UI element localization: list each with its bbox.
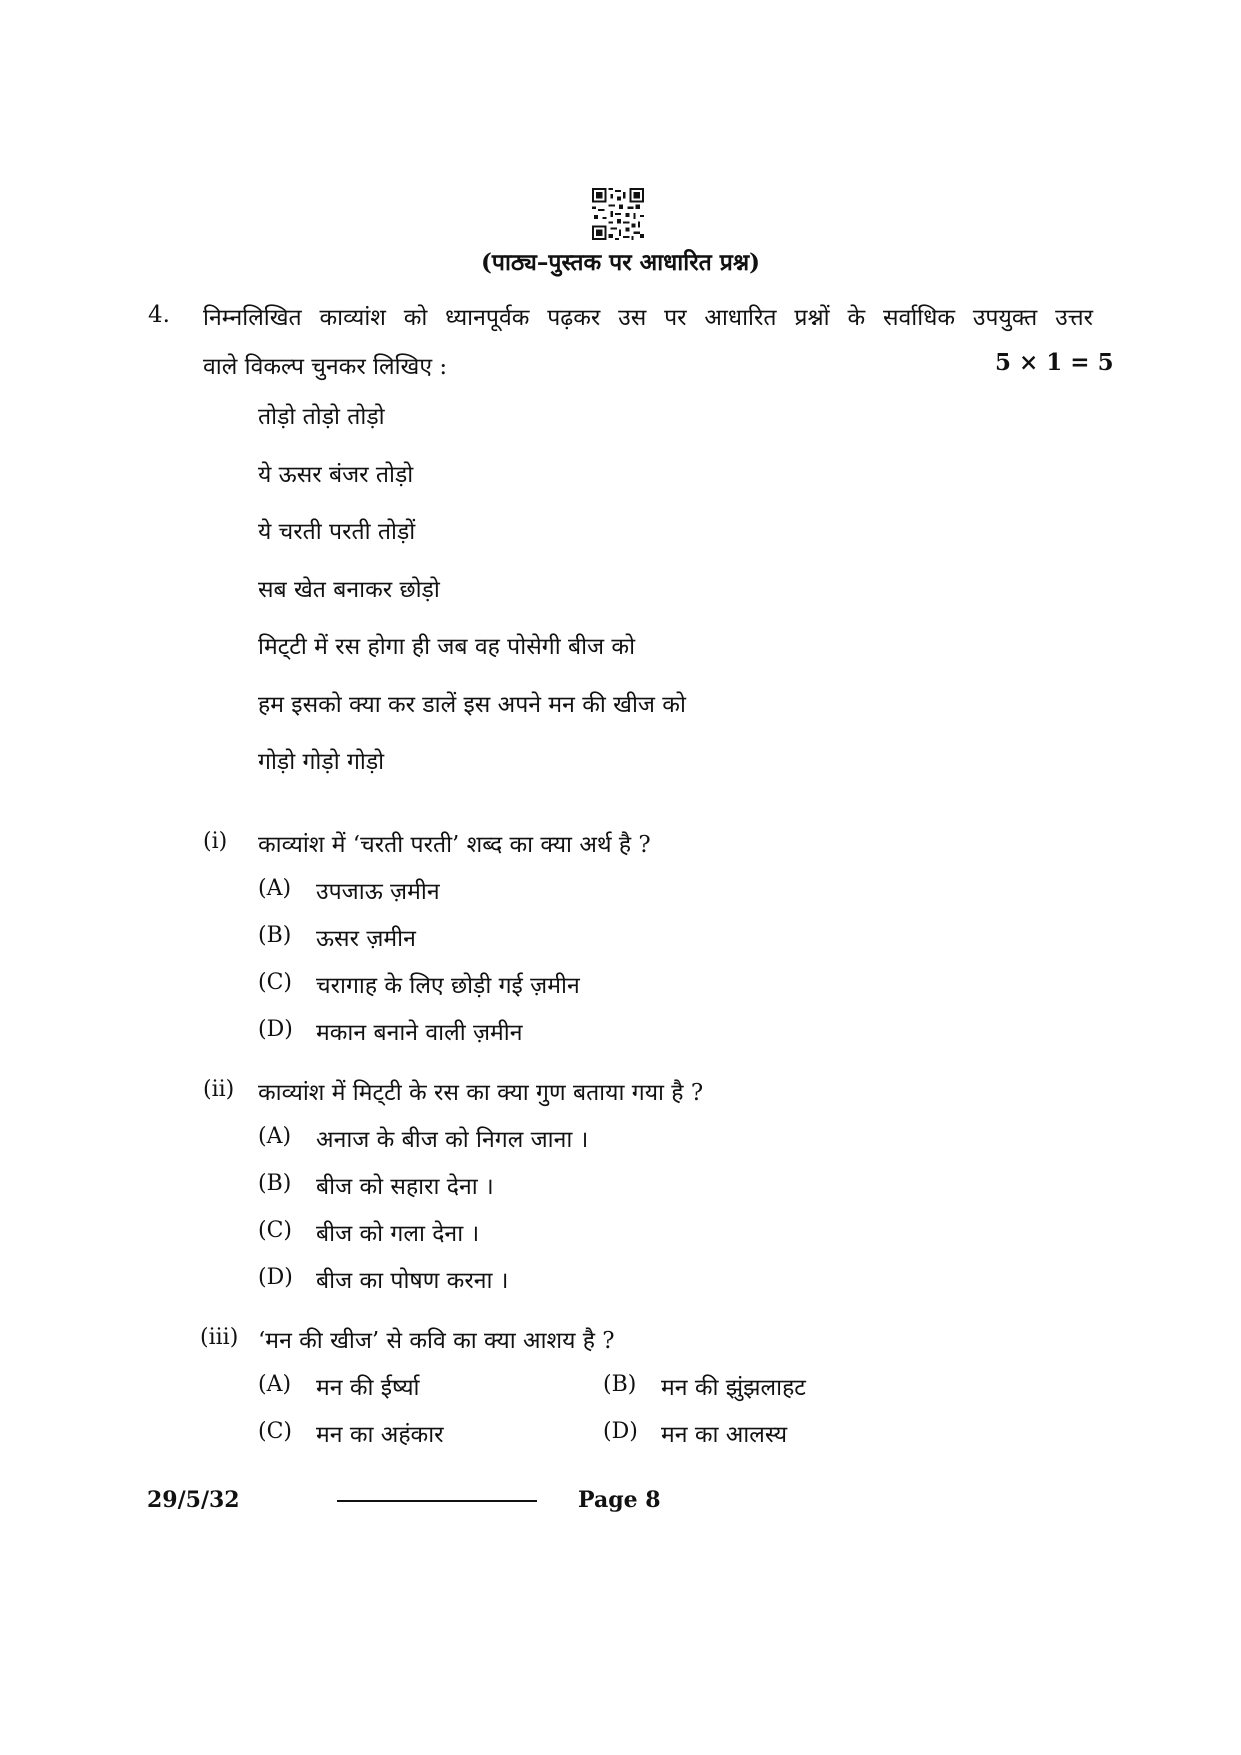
qr-code <box>592 188 644 240</box>
question-number: 4. <box>148 302 170 328</box>
subquestion-3-text: ‘मन की खीज’ से कवि का क्या आशय है ? <box>258 1328 615 1354</box>
subquestion-2-number: (ii) <box>203 1077 235 1102</box>
option-text: ऊसर ज़मीन <box>316 926 416 952</box>
option-text: चरागाह के लिए छोड़ी गई ज़मीन <box>316 973 580 999</box>
option-text: मकान बनाने वाली ज़मीन <box>316 1020 523 1046</box>
poem-line: ये चरती परती तोड़ों <box>258 519 416 545</box>
poem-line: सब खेत बनाकर छोड़ो <box>258 576 440 603</box>
option-text: मन का आलस्य <box>661 1422 788 1448</box>
option-text: उपजाऊ ज़मीन <box>316 879 440 905</box>
option-label: (C) <box>258 970 292 995</box>
option-text: बीज को गला देना । <box>316 1221 480 1247</box>
option-text: मन की झुंझलाहट <box>661 1375 806 1401</box>
question-instruction-line1: निम्नलिखित काव्यांश को ध्यानपूर्वक पढ़कर उस पर आधारित प्रश्नों के सर्वाधिक उपयुक्त उत्तर <box>203 305 1093 331</box>
option-text: बीज को सहारा देना । <box>316 1174 494 1200</box>
option-label: (A) <box>258 876 292 901</box>
subquestion-1-text: काव्यांश में ‘चरती परती’ शब्द का क्या अर्थ है ? <box>258 832 651 858</box>
subquestion-2-text: काव्यांश में मिट्‌टी के रस का क्या गुण बताया गया है ? <box>258 1080 704 1106</box>
poem-line: गोड़ो गोड़ो गोड़ो <box>258 749 385 775</box>
option-label: (A) <box>258 1372 292 1397</box>
option-label: (C) <box>258 1218 292 1243</box>
option-text: बीज का पोषण करना । <box>316 1268 509 1294</box>
paper-code: 29/5/32 <box>147 1487 240 1513</box>
option-label: (B) <box>603 1372 637 1397</box>
option-label: (B) <box>258 923 292 948</box>
option-label: (B) <box>258 1171 292 1196</box>
question-instruction-line2: वाले विकल्प चुनकर लिखिए : <box>203 354 448 380</box>
section-title: (पाठ्य–पुस्तक पर आधारित प्रश्न) <box>481 249 760 276</box>
option-label: (A) <box>258 1124 292 1149</box>
question-marks: 5 × 1 = 5 <box>995 349 1114 376</box>
poem-line: ये ऊसर बंजर तोड़ो <box>258 461 414 488</box>
option-label: (D) <box>258 1265 293 1290</box>
poem-line: हम इसको क्या कर डालें इस अपने मन की खीज को <box>258 691 686 718</box>
option-text: अनाज के बीज को निगल जाना । <box>316 1127 589 1153</box>
option-label: (D) <box>603 1419 638 1444</box>
poem-passage <box>258 402 686 805</box>
option-text: मन का अहंकार <box>316 1422 444 1448</box>
subquestion-3-number: (iii) <box>200 1325 239 1350</box>
option-text: मन की ईर्ष्या <box>316 1375 420 1401</box>
poem-line: मिट्‌टी में रस होगा ही जब वह पोसेगी बीज को <box>258 634 636 660</box>
option-label: (D) <box>258 1017 293 1042</box>
option-label: (C) <box>258 1419 292 1444</box>
footer-divider <box>337 1500 537 1502</box>
poem-line: तोड़ो तोड़ो तोड़ो <box>258 404 385 430</box>
subquestion-1-number: (i) <box>203 829 228 854</box>
page-number: Page 8 <box>578 1487 661 1513</box>
